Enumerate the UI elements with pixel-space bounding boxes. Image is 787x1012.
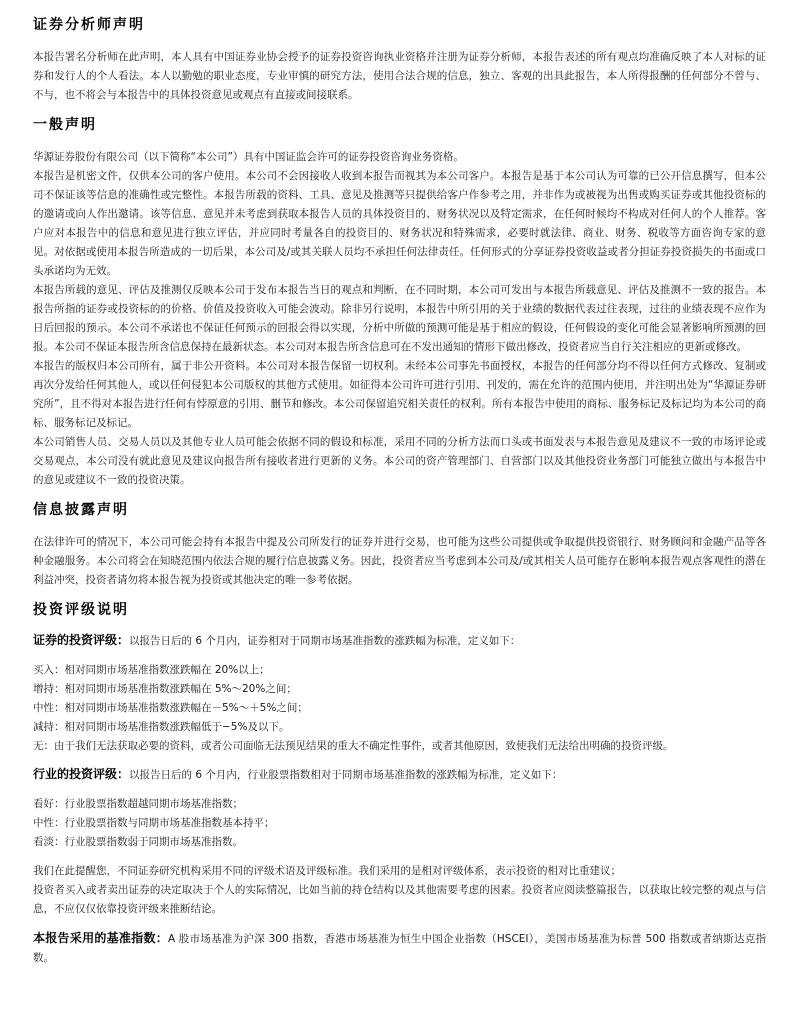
disclaimer-page [33, 0, 766, 968]
general-paragraph: 本公司销售人员、交易人员以及其他专业人员可能会依据不同的假设和标准，采用不同的分析方法而口头或书面发表与本报告意见及建议不一致的市场评论或交易观点，本公司没有就此意见及建议向报告所有接收者进行更新的义务。本公司的资产管理部门、自营部门以及其他投资业务部门可能独立做出与本报告中的意见或建议不一致的投资决策。 [33, 436, 766, 486]
stock-rating-list [33, 661, 766, 756]
list-item: 减持：相对同期市场基准指数涨跌幅低于−5%及以下。 [33, 721, 290, 733]
disclosure-body: 在法律许可的情况下，本公司可能会持有本报告中提及公司所发行的证券并进行交易，也可能为这些公司提供或争取提供投资银行、财务顾问和金融产品等各种金融服务。本公司将会在知晓范围内依法合规的履行信息披露义务。因此，投资者应当考虑到本公司及/或其相关人员可能存在影响本报告观点客观性的潜在利益冲突，投资者请勿将本报告视为投资或其他决定的唯一参考依据。 [33, 536, 766, 586]
industry-rating-intro [33, 765, 766, 785]
industry-rating-list [33, 795, 766, 852]
general-paragraph: 本报告的版权归本公司所有，属于非公开资料。本公司对本报告保留一切权利。未经本公司事先书面授权，本报告的任何部分均不得以任何方式修改、复制或再次分发给任何其他人，或以任何侵犯本公司版权的其他方式使用。如征得本公司许可进行引用、刊发的，需在允许的范围内使用，并注明出处为“华源证券研究所”，且不得对本报告进行任何有悖原意的引用、删节和修改。本公司保留追究相关责任的权利。所有本报告中使用的商标、服务标记及标记均为本公司的商标、服务标记及标记。 [33, 360, 766, 429]
reminder-paragraph: 投资者买入或者卖出证券的决定取决于个人的实际情况，比如当前的持仓结构以及其他需要考虑的因素。投资者应阅读整篇报告，以获取比较完整的观点与信息，不应仅仅依靠投资评级来推断结论。 [33, 884, 766, 915]
general-paragraph: 本报告所载的意见、评估及推测仅反映本公司于发布本报告当日的观点和判断，在不同时期，本公司可发出与本报告所载意见、评估及推测不一致的报告。本报告所指的证券或投资标的的价格、价值及投资收入可能会波动。除非另行说明，本报告中所引用的关于业绩的数据代表过往表现，过往的业绩表现不应作为日后回报的预示。本公司不承诺也不保证任何预示的回报会得以实现，分析中所做的预测可能是基于相应的假设，任何假设的变化可能会显著影响所预测的回报。本公司不保证本报告所含信息保持在最新状态。本公司对本报告所含信息可在不发出通知的情形下做出修改，投资者应当自行关注相应的更新或修改。 [33, 284, 766, 353]
list-item: 无：由于我们无法获取必要的资料，或者公司面临无法预见结果的重大不确定性事件，或者其他原因，致使我们无法给出明确的投资评级。 [33, 740, 674, 752]
benchmark-label: 本报告采用的基准指数： [33, 931, 168, 945]
disclosure-heading: 信息披露声明 [33, 502, 129, 518]
general-paragraph: 华源证券股份有限公司（以下简称“本公司”）具有中国证监会许可的证券投资咨询业务资格。 [33, 151, 464, 163]
stock-rating-text: 以报告日后的 6 个月内，证券相对于同期市场基准指数的涨跌幅为标准，定义如下： [129, 635, 521, 647]
general-paragraph: 本报告是机密文件，仅供本公司的客户使用。本公司不会因接收人收到本报告而视其为本公司客户。本报告是基于本公司认为可靠的已公开信息撰写，但本公司不保证该等信息的准确性或完整性。本报告所载的资料、工具、意见及推测等只提供给客户作参考之用，并非作为或被视为出售或购买证券或其他投资标的的邀请或向人作出邀请。该等信息、意见并未考虑到获取本报告人员的具体投资目的、财务状况以及特定需求，在任何时候均不构成对任何人的个人推荐。客户应对本报告中的信息和意见进行独立评估，并应同时考量各自的投资目的、财务状况和特殊需求，必要时就法律、商业、财务、税收等方面咨询专家的意见。对依据或使用本报告所造成的一切后果，本公司及/或其关联人员均不承担任何法律责任。任何形式的分享证券投资收益或者分担证券投资损失的书面或口头承诺均为无效。 [33, 170, 766, 277]
list-item: 增持：相对同期市场基准指数涨跌幅在 5%～20%之间； [33, 683, 297, 695]
list-item: 中性：行业股票指数与同期市场基准指数基本持平； [33, 817, 275, 829]
list-item: 看好：行业股票指数超越同期市场基准指数； [33, 798, 243, 810]
industry-rating-text: 以报告日后的 6 个月内，行业股票指数相对于同期市场基准指数的涨跌幅为标准，定义如下： [129, 769, 563, 781]
benchmark-statement [33, 929, 766, 968]
general-statement-body [33, 148, 766, 490]
rating-reminder [33, 862, 766, 919]
list-item: 买入：相对同期市场基准指数涨跌幅在 20%以上； [33, 664, 270, 676]
benchmark-text: A 股市场基准为沪深 300 指数，香港市场基准为恒生中国企业指数（HSCEI），美国市场基准为标普 500 指数或者纳斯达克指数。 [33, 933, 766, 964]
rating-heading: 投资评级说明 [33, 602, 129, 618]
list-item: 看淡：行业股票指数弱于同期市场基准指数。 [33, 836, 243, 848]
general-statement-heading: 一般声明 [33, 117, 97, 133]
analyst-statement-heading: 证券分析师声明 [33, 17, 145, 33]
stock-rating-intro [33, 631, 766, 651]
analyst-statement-body: 本报告署名分析师在此声明，本人具有中国证券业协会授予的证券投资咨询执业资格并注册为证券分析师，本报告表述的所有观点均准确反映了本人对标的证券和发行人的个人看法。本人以勤勉的职业态度，专业审慎的研究方法，使用合法合规的信息，独立、客观的出具此报告，本人所得报酬的任何部分不曾与、不与，也不将会与本报告中的具体投资意见或观点有直接或间接联系。 [33, 51, 766, 101]
reminder-paragraph: 我们在此提醒您，不同证券研究机构采用不同的评级术语及评级标准。我们采用的是相对评级体系，表示投资的相对比重建议； [33, 865, 621, 877]
industry-rating-label: 行业的投资评级： [33, 767, 130, 781]
stock-rating-label: 证券的投资评级： [33, 633, 130, 647]
list-item: 中性：相对同期市场基准指数涨跌幅在－5%～＋5%之间； [33, 702, 308, 714]
